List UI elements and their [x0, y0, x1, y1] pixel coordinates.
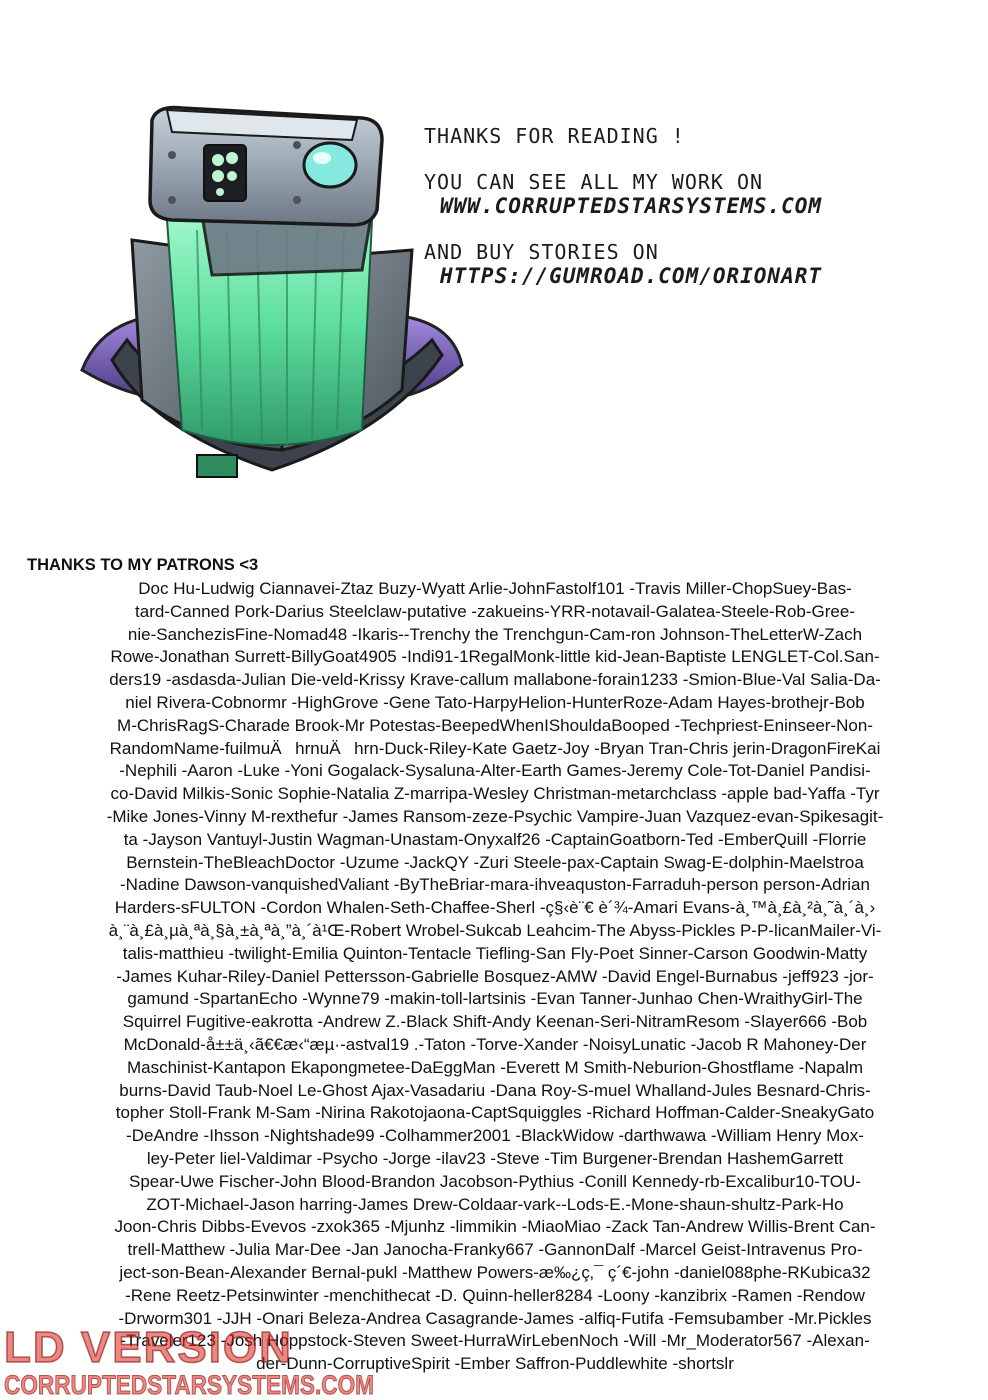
patron-line: -Drworm301 -JJH -Onari Beleza-Andrea Casagrande-James -alfiq-Futifa -Femsubamber -Mr.Pickles — [118, 1308, 872, 1328]
patron-line: RandomName-fuilmuÄhrnuÄhrn-Duck-Riley-Kate Gaetz-Joy -Bryan Tran-Chris jerin-DragonFireKai — [109, 738, 881, 758]
patron-line: tard-Canned Pork-Darius Steelclaw-putative -zakueins-YRR-notavail-Galatea-Steele-Rob-Gree- — [135, 601, 855, 621]
thanks-for-reading-text: THANKS FOR READING ! — [424, 124, 685, 148]
patrons-list — [22, 578, 968, 1376]
thanks-block — [424, 124, 964, 288]
patron-line: co-David Milkis-Sonic Sophie-Natalia Z-marripa-Wesley Christman-metarchclass -apple bad-Yaffa -Tyr — [110, 784, 880, 804]
patron-line: trell-Matthew -Julia Mar-Dee -Jan Janocha-Franky667 -GannonDalf -Marcel Geist-Intravenus Pro- — [127, 1240, 863, 1260]
patron-line: Harders-sFULTON -Cordon Whalen-Seth-Chaffee-Sherl -ç§‹è¨€ è´¾-Amari Evans-à¸™à¸£à¸²à¸˜à¸´à¸› — [114, 898, 876, 918]
watermark-line-1: LD VERSION — [4, 1323, 293, 1372]
patron-line: Joon-Chris Dibbs-Evevos -zxok365 -Mjunhz -limmikin -MiaoMiao -Zack Tan-Andrew Willis-Brent Can- — [114, 1217, 876, 1237]
patron-line: -Nephili -Aaron -Luke -Yoni Gogalack-Sysaluna-Alter-Earth Games-Jeremy Cole-Tot-Daniel Pandisi- — [119, 761, 871, 781]
patron-line: M-ChrisRagS-Charade Brook-Mr Potestas-BeepedWhenIShouldaBooped -Techpriest-Eninseer-Non- — [117, 715, 873, 735]
patron-line: ders19 -asdasda-Julian Die-veld-Krissy Krave-callum mallabone-forain1233 -Smion-Blue-Val Salia-Da- — [109, 670, 881, 690]
watermark-line-2: CORRUPTEDSTARSYSTEMS.COM — [4, 1370, 374, 1400]
patron-line: -James Kuhar-Riley-Daniel Pettersson-Gabrielle Bosquez-AMW -David Engel-Burnabus -jeff923 -jor- — [116, 966, 874, 986]
website-link[interactable]: WWW.CORRUPTEDSTARSYSTEMS.COM — [440, 194, 823, 218]
patron-line: Bernstein-TheBleachDoctor -Uzume -JackQY -Zuri Steele-pax-Captain Swag-E-dolphin-Maelstroa — [126, 852, 864, 872]
patron-line: talis-matthieu -twilight-Emilia Quinton-Tentacle Tiefling-San Fly-Poet Sinner-Carson Goodwin-Matty — [122, 943, 868, 963]
patron-line: ZOT-Michael-Jason harring-James Drew-Coldaar-vark--Lods-E.-Mone-shaun-shultz-Park-Ho — [146, 1194, 844, 1214]
patron-line: ta -Jayson Vantuyl-Justin Wagman-Unastam-Onyxalf26 -CaptainGoatborn-Ted -EmberQuill -Florrie — [123, 829, 867, 849]
patron-line: -Traveler123 -Josh Hoppstock-Steven Sweet-HurraWirLebenNoch -Will -Mr_Moderator567 -Alexan- — [120, 1331, 870, 1351]
patron-line: Squirrel Fugitive-eakrotta -Andrew Z.-Black Shift-Andy Keenan-Seri-NitramResom -Slayer666 -Bob — [122, 1012, 868, 1032]
patron-line: niel Rivera-Cobnormr -HighGrove -Gene Tato-HarpyHelion-HunterRoze-Adam Hayes-brothejr-Bob — [125, 692, 865, 712]
patron-line: -DeAndre -Ihsson -Nightshade99 -Colhammer2001 -BlackWidow -darthwawa -William Henry Mox- — [126, 1126, 864, 1146]
patron-line: topher Stoll-Frank M-Sam -Nirina Rakotojaona-CaptSquiggles -Richard Hoffman-Calder-SneakyGato — [115, 1103, 875, 1123]
patron-line: -Rene Reetz-Petsinwinter -menchithecat -D. Quinn-heller8284 -Loony -kanzibrix -Ramen -Rendow — [125, 1285, 865, 1305]
patron-line: ject-son-Bean-Alexander Bernal-pukl -Matthew Powers-æ‰¿ç‚¯ ç´€-john -daniel088phe-RKubica32 — [119, 1262, 871, 1282]
patron-line: nie-SanchezisFine-Nomad48 -Ikaris--Trenchy the Trenchgun-Cam-ron Johnson-TheLetterW-Zach — [127, 624, 863, 644]
patron-line: burns-David Taub-Noel Le-Ghost Ajax-Vasadariu -Dana Roy-S-muel Whalland-Jules Besnard-Chris- — [119, 1080, 871, 1100]
patron-line: à¸¨à¸£à¸µà¸ªà¸§à¸±à¸ªà¸”à¸´à¹Œ-Robert Wrobel-Sukcab Leahcim-The Abyss-Pickles P-P-licanMailer-Vi- — [108, 920, 882, 940]
patron-line: McDonald-å±±ä¸‹ã€€æ‹“æµ·-astval19 .-Taton -Torve-Xander -NoisyLunatic -Jacob R Mahoney-Der — [123, 1034, 867, 1054]
store-link[interactable]: HTTPS://GUMROAD.COM/ORIONART — [440, 264, 823, 288]
patrons-heading: THANKS TO MY PATRONS <3 — [27, 556, 259, 574]
patron-line: Maschinist-Kantapon Ekapongmetee-DaEggMan -Everett M Smith-Neburion-Ghostflame -Napalm — [126, 1057, 864, 1077]
patron-line: der-Dunn-CorruptiveSpirit -Ember Saffron-Puddlewhite -shortslr — [256, 1354, 734, 1374]
see-work-text: YOU CAN SEE ALL MY WORK ON — [424, 170, 764, 194]
patron-line: Spear-Uwe Fischer-John Blood-Brandon Jacobson-Pythius -Conill Kennedy-rb-Excalibur10-TOU- — [129, 1171, 861, 1191]
patron-line: -Mike Jones-Vinny M-rexthefur -James Ransom-zeze-Psychic Vampire-Juan Vazquez-evan-Spikesagit- — [106, 806, 884, 826]
patron-line: Rowe-Jonathan Surrett-BillyGoat4905 -Indi91-1RegalMonk-little kid-Jean-Baptiste LENGLET-Col.San- — [110, 647, 880, 667]
buy-stories-text: AND BUY STORIES ON — [424, 240, 659, 264]
patron-line: ley-Peter liel-Valdimar -Psycho -Jorge -ilav23 -Steve -Tim Burgener-Brendan HashemGarrett — [146, 1148, 844, 1168]
robot-bust-icon — [72, 100, 472, 490]
patron-line: -Nadine Dawson-vanquishedValiant -ByTheBriar-mara-ihveaquston-Farraduh-person person-Adrian — [120, 875, 870, 895]
patron-line: gamund -SpartanEcho -Wynne79 -makin-toll-lartsinis -Evan Tanner-Junhao Chen-WraithyGirl-The — [127, 989, 863, 1009]
patron-line: Doc Hu-Ludwig Ciannavei-Ztaz Buzy-Wyatt Arlie-JohnFastolf101 -Travis Miller-ChopSuey-Bas- — [138, 579, 852, 598]
